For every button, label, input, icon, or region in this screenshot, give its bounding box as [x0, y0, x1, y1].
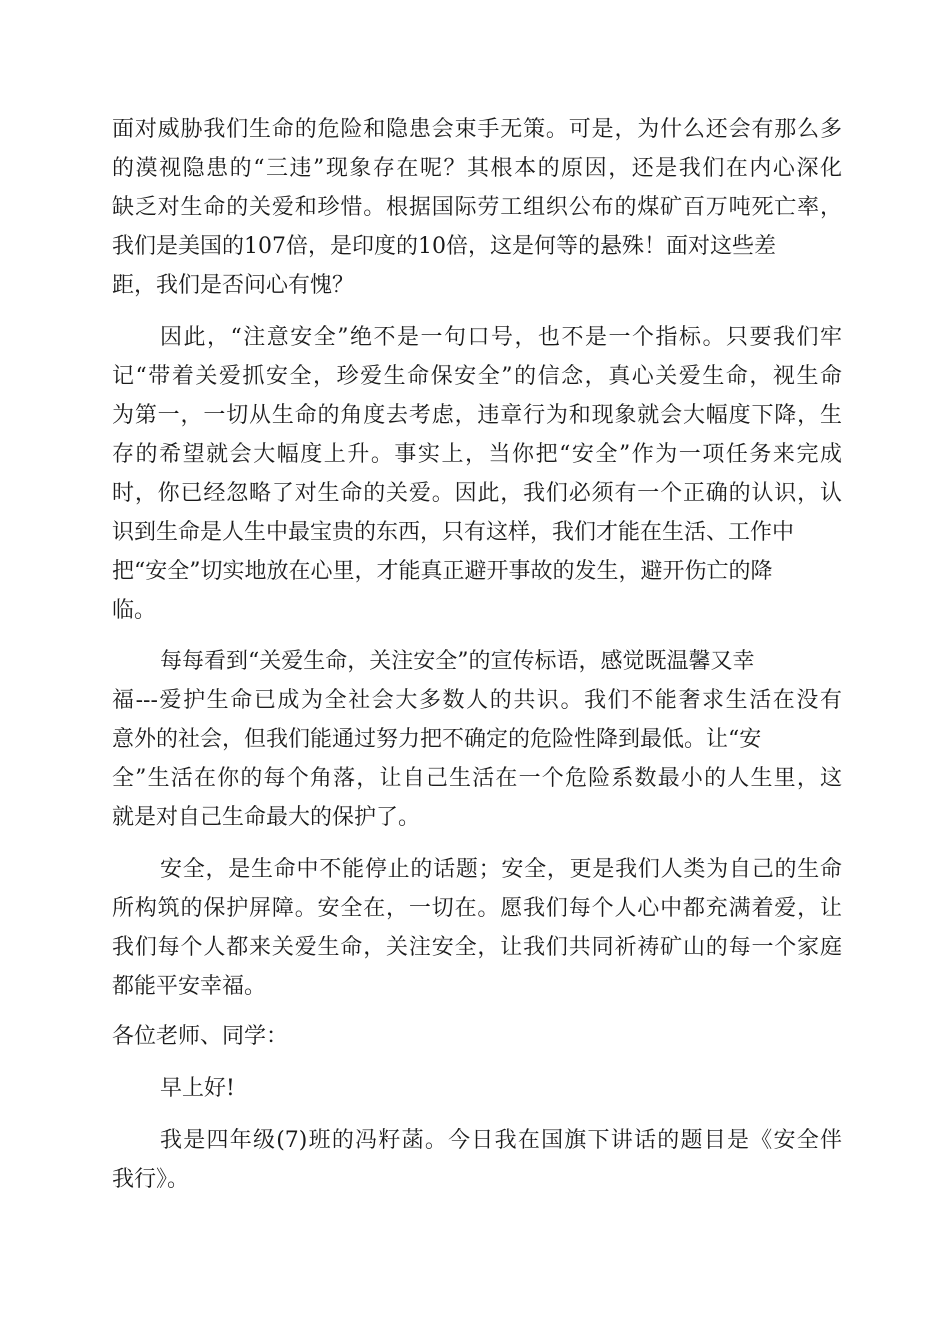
text-line: 缺乏对生命的关爱和珍惜。根据国际劳工组织公布的煤矿百万吨死亡率，: [112, 195, 842, 220]
salutation: 各位老师、同学：: [112, 1024, 289, 1049]
text-line: 每每看到“关爱生命，关注安全”的宣传标语，感觉既温馨又幸: [160, 649, 755, 674]
text-line: 时，你已经忽略了对生命的关爱。因此，我们必须有一个正确的认识，认: [112, 481, 842, 506]
greeting: 早上好!: [160, 1076, 235, 1101]
text-line: 意外的社会，但我们能通过努力把不确定的危险性降到最低。让“安: [112, 727, 762, 752]
text-line: 临。: [112, 598, 157, 623]
text-line: 我是四年级(7)班的冯籽菡。今日我在国旗下讲话的题目是《安全伴: [160, 1128, 842, 1153]
text-line: 面对威胁我们生命的危险和隐患会束手无策。可是，为什么还会有那么多: [112, 117, 842, 142]
text-line: 识到生命是人生中最宝贵的东西，只有这样，我们才能在生活、工作中: [112, 520, 795, 545]
text-line: 我们每个人都来关爱生命，关注安全，让我们共同祈祷矿山的每一个家庭: [112, 935, 842, 960]
text-line: 的漠视隐患的“三违”现象存在呢？其根本的原因，还是我们在内心深化: [112, 156, 842, 181]
text-line: 距，我们是否问心有愧？: [112, 273, 355, 298]
text-line: 所构筑的保护屏障。安全在，一切在。愿我们每个人心中都充满着爱，让: [112, 896, 842, 921]
text-line: 存的希望就会大幅度上升。事实上，当你把“安全”作为一项任务来完成: [112, 442, 842, 467]
text-line: 把“安全”切实地放在心里，才能真正避开事故的发生，避开伤亡的降: [112, 559, 773, 584]
text-line: 为第一，一切从生命的角度去考虑，违章行为和现象就会大幅度下降，生: [112, 403, 842, 428]
text-line: 我行》。: [112, 1167, 190, 1192]
text-line: 安全，是生命中不能停止的话题；安全，更是我们人类为自己的生命: [160, 857, 842, 882]
text-line: 记“带着关爱抓安全，珍爱生命保安全”的信念，真心关爱生命，视生命: [112, 364, 842, 389]
text-line: 就是对自己生命最大的保护了。: [112, 805, 421, 830]
text-line: 因此，“注意安全”绝不是一句口号，也不是一个指标。只要我们牢: [160, 325, 842, 350]
text-line: 福---爱护生命已成为全社会大多数人的共识。我们不能奢求生活在没有: [112, 688, 842, 713]
text-line: 都能平安幸福。: [112, 974, 267, 999]
text-line: 全”生活在你的每个角落，让自己生活在一个危险系数最小的人生里，这: [112, 766, 842, 791]
text-line: 我们是美国的107倍，是印度的10倍，这是何等的悬殊！面对这些差: [112, 234, 776, 259]
